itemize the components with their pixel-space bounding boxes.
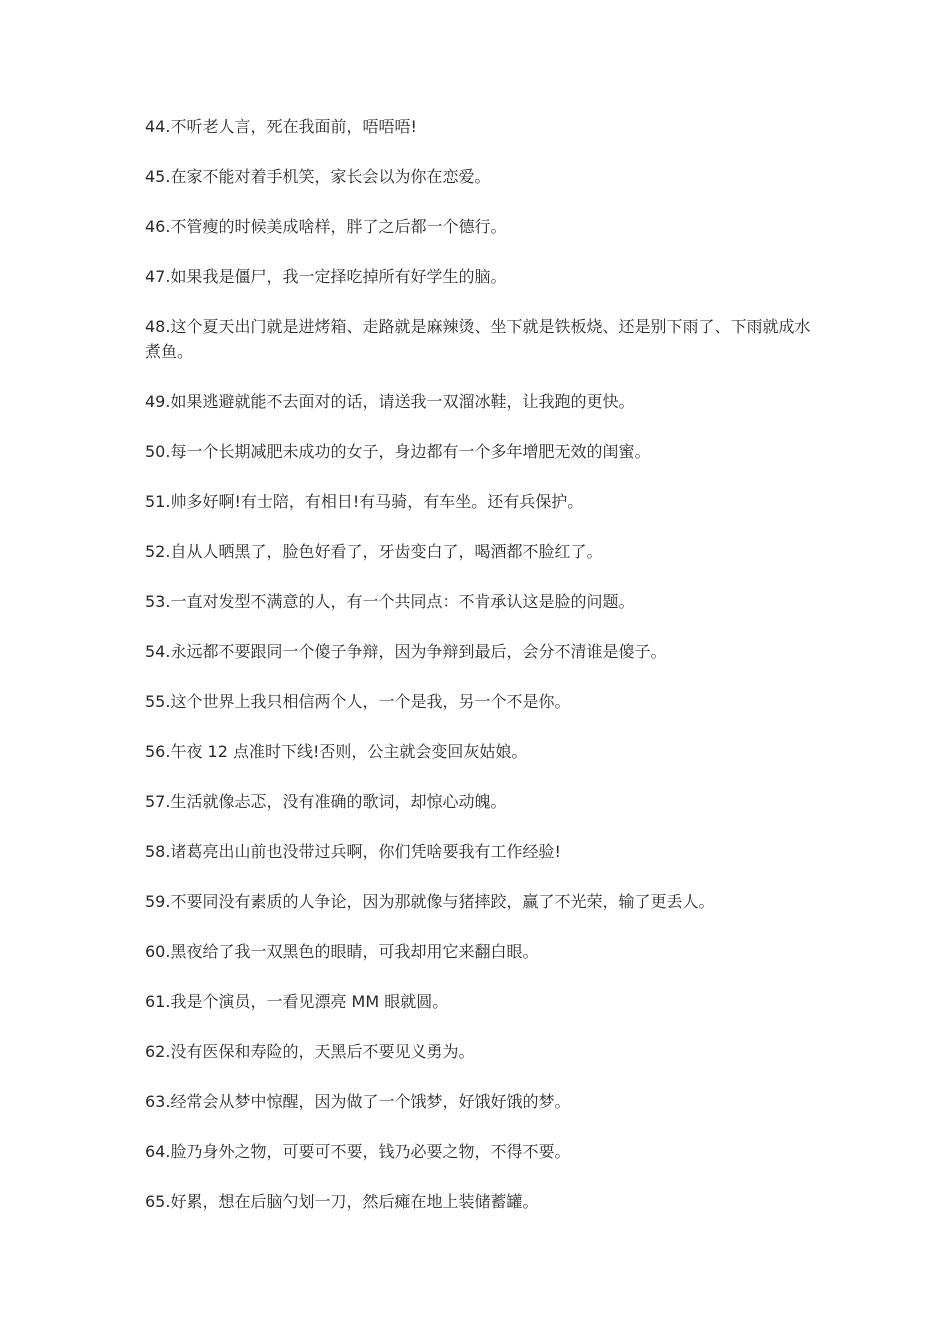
list-item: 46.不管瘦的时候美成啥样，胖了之后都一个德行。 (145, 217, 507, 236)
list-item: 45.在家不能对着手机笑，家长会以为你在恋爱。 (145, 167, 491, 186)
list-item: 57.生活就像忐忑，没有准确的歌词，却惊心动魄。 (145, 792, 507, 811)
list-item: 50.每一个长期减肥未成功的女子，身边都有一个多年增肥无效的闺蜜。 (145, 442, 651, 461)
list-item: 59.不要同没有素质的人争论，因为那就像与猪摔跤，赢了不光荣，输了更丢人。 (145, 892, 715, 911)
list-item: 63.经常会从梦中惊醒，因为做了一个饿梦，好饿好饿的梦。 (145, 1092, 571, 1111)
joke-list (145, 114, 815, 1239)
list-item: 65.好累，想在后脑勺划一刀，然后瘫在地上装储蓄罐。 (145, 1192, 539, 1211)
list-item: 49.如果逃避就能不去面对的话，请送我一双溜冰鞋，让我跑的更快。 (145, 392, 635, 411)
list-item: 54.永远都不要跟同一个傻子争辩，因为争辩到最后，会分不清谁是傻子。 (145, 642, 667, 661)
list-item: 61.我是个演员，一看见漂亮 MM 眼就圆。 (145, 992, 449, 1011)
list-item: 56.午夜 12 点准时下线!否则，公主就会变回灰姑娘。 (145, 742, 528, 761)
list-item: 44.不听老人言，死在我面前，唔唔唔! (145, 117, 417, 136)
list-item: 52.自从人晒黑了，脸色好看了，牙齿变白了，喝酒都不脸红了。 (145, 542, 603, 561)
list-item: 53.一直对发型不满意的人，有一个共同点：不肯承认这是脸的问题。 (145, 592, 635, 611)
list-item: 55.这个世界上我只相信两个人，一个是我，另一个不是你。 (145, 692, 571, 711)
list-item: 64.脸乃身外之物，可要可不要，钱乃必要之物，不得不要。 (145, 1142, 571, 1161)
list-item: 58.诸葛亮出山前也没带过兵啊，你们凭啥要我有工作经验! (145, 842, 561, 861)
list-item: 47.如果我是僵尸，我一定择吃掉所有好学生的脑。 (145, 267, 507, 286)
list-item: 60.黑夜给了我一双黑色的眼睛，可我却用它来翻白眼。 (145, 942, 539, 961)
list-item: 62.没有医保和寿险的，天黑后不要见义勇为。 (145, 1042, 475, 1061)
list-item: 48.这个夏天出门就是进烤箱、走路就是麻辣烫、坐下就是铁板烧、还是别下雨了、下雨就成水煮鱼。 (145, 317, 811, 361)
list-item: 51.帅多好啊!有士陪，有相日!有马骑，有车坐。还有兵保护。 (145, 492, 584, 511)
